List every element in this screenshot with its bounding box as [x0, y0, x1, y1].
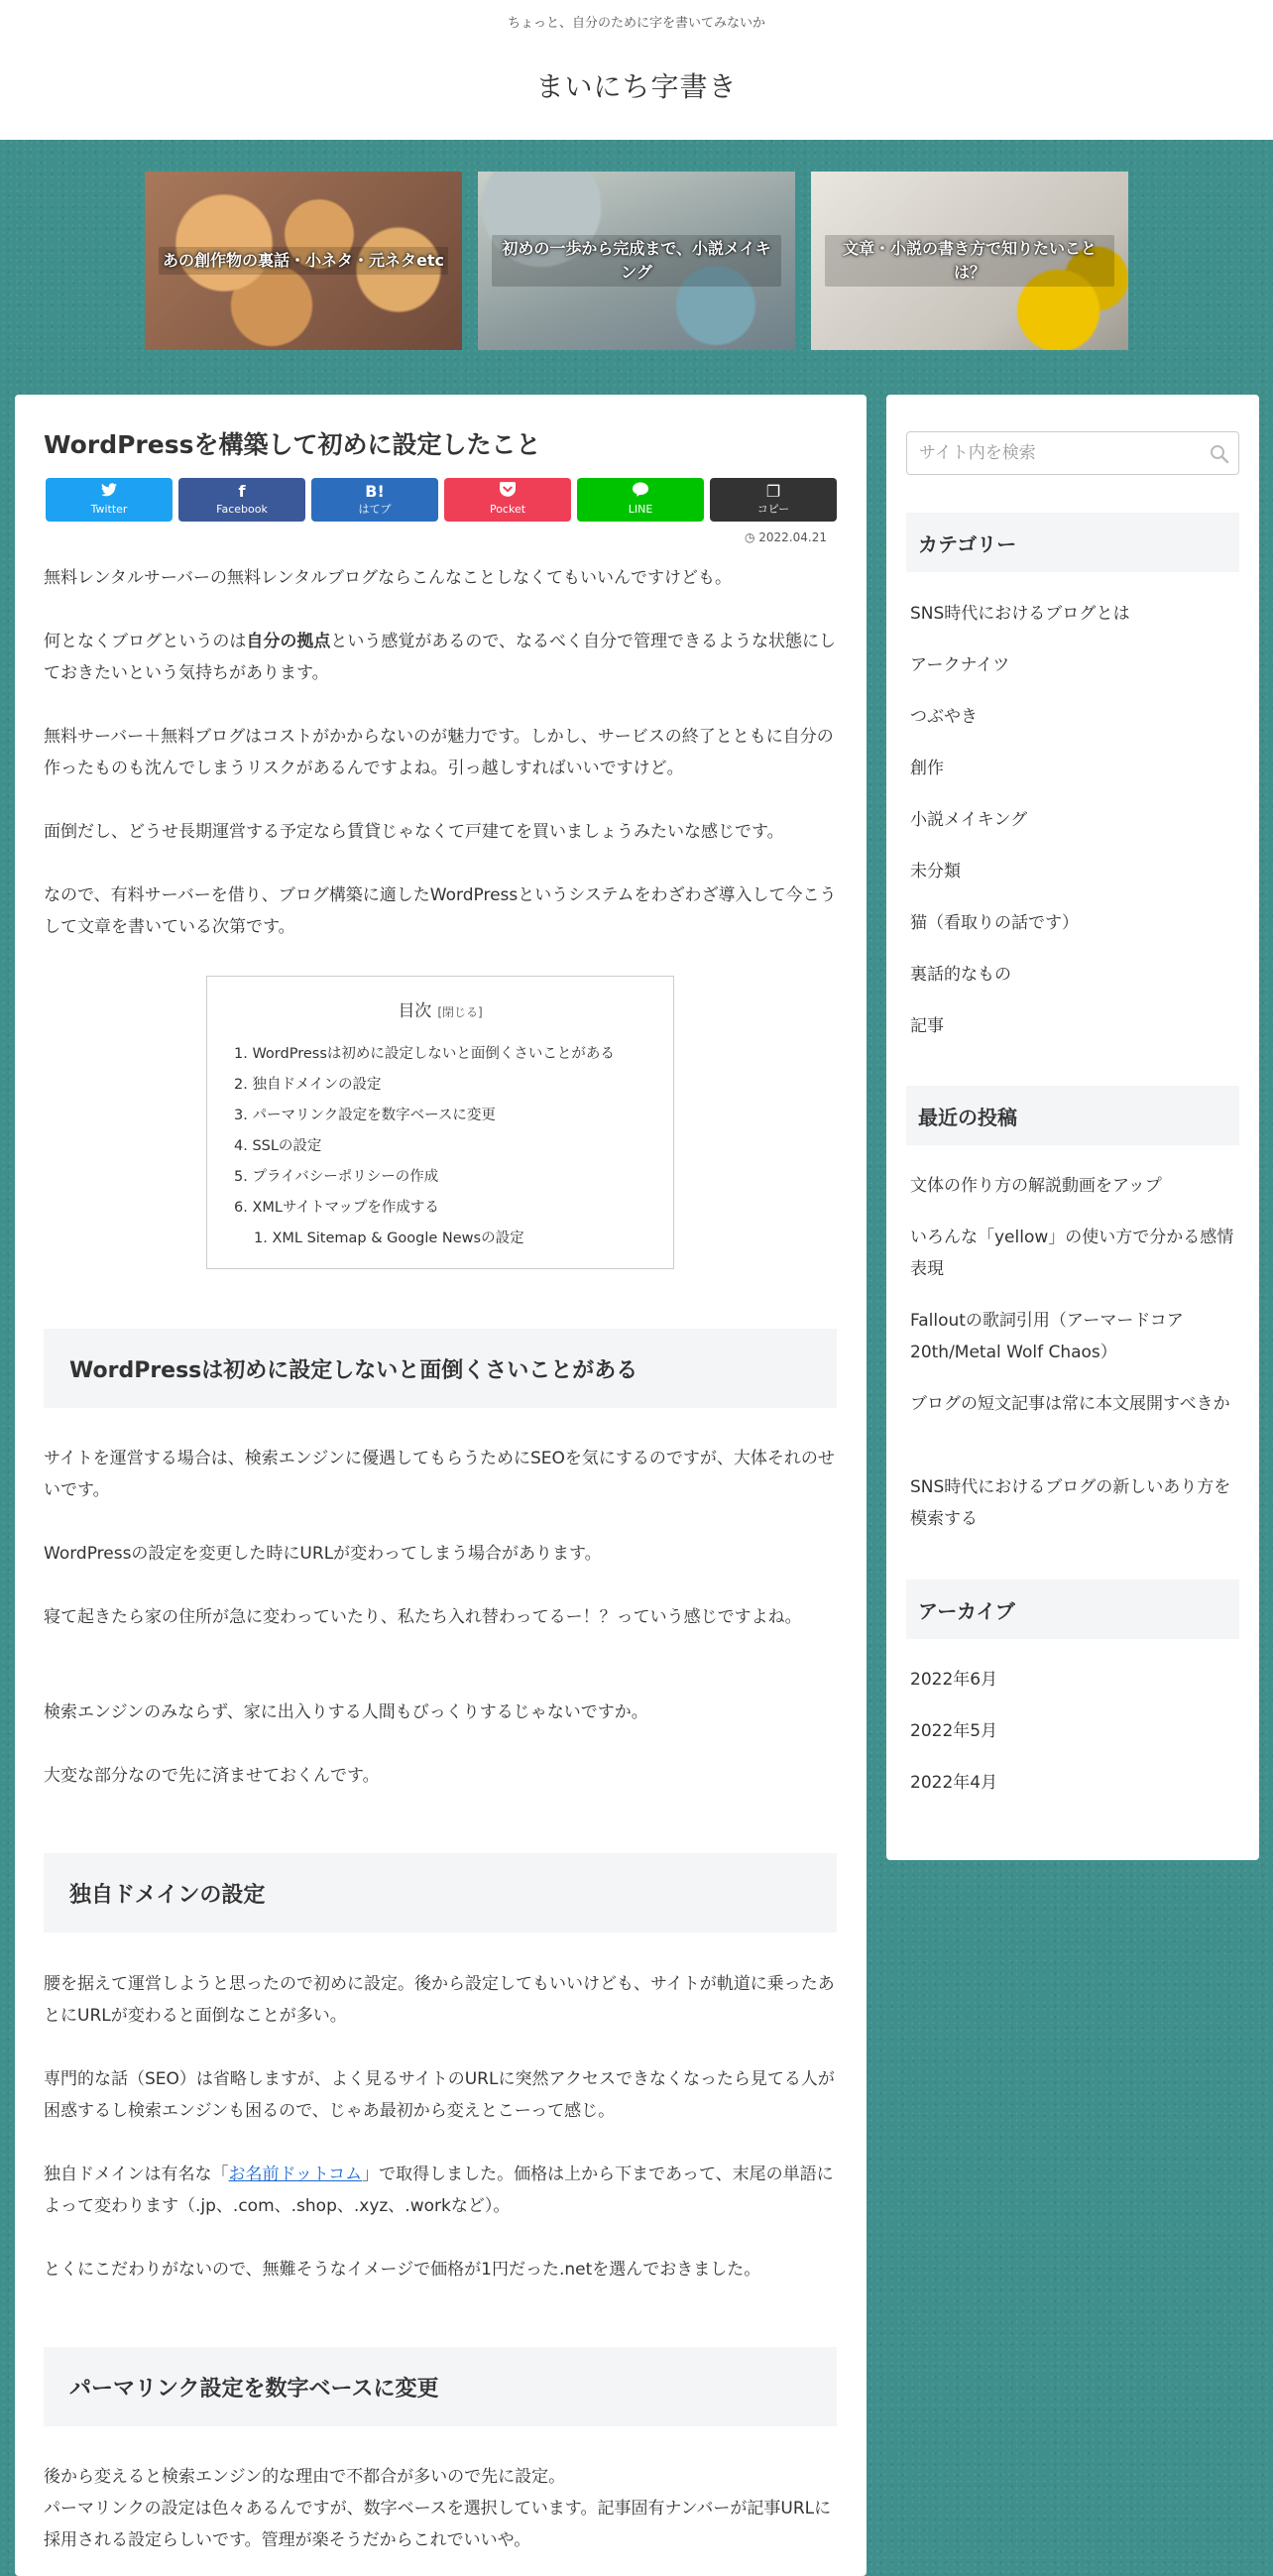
paragraph: なので、有料サーバーを借り、ブログ構築に適したWordPressというシステムをわざわざ導入して今こうして文章を書いている次第です。 — [44, 885, 837, 937]
twitter-icon — [46, 482, 173, 502]
nav-card-label: あの創作物の裏話・小ネタ・元ネタetc — [159, 247, 448, 275]
section-heading: 独自ドメインの設定 — [44, 1853, 837, 1932]
archives-widget-title: アーカイブ — [906, 1580, 1239, 1639]
site-title-link[interactable]: まいにち字書き — [535, 70, 738, 103]
copy-icon: ❐ — [765, 482, 781, 501]
toc-subitem[interactable]: 1. XML Sitemap & Google Newsの設定 — [254, 1230, 524, 1246]
clock-icon: ◷ — [744, 530, 755, 544]
recent-posts-widget-title: 最近の投稿 — [906, 1086, 1239, 1145]
category-link[interactable]: 記事 — [910, 1016, 944, 1036]
category-link[interactable]: つぶやき — [910, 707, 978, 727]
paragraph: 何となくブログというのは自分の拠点という感覚があるので、なるべく自分で管理できるような状態にしておきたいという気持ちがあります。 — [44, 632, 837, 683]
category-link[interactable]: アークナイツ — [910, 655, 1010, 675]
paragraph: 大変な部分なので先に済ませておくんです。 — [44, 1766, 380, 1786]
paragraph: 面倒だし、どうせ長期運営する予定なら賃貸じゃなくて戸建てを買いましょうみたいな感じです。 — [44, 822, 784, 842]
nav-card-howto[interactable] — [811, 172, 1128, 350]
hatena-icon: B! — [365, 482, 385, 501]
site-header — [0, 0, 1273, 140]
section-heading: WordPressは初めに設定しないと面倒くさいことがある — [44, 1329, 837, 1408]
post-title: WordPressを構築して初めに設定したこと — [44, 430, 541, 459]
share-twitter-button[interactable] — [46, 478, 173, 522]
share-label: Twitter — [90, 503, 128, 516]
category-link[interactable]: 猫（看取りの話です） — [910, 913, 1079, 933]
category-link[interactable]: 裏話的なもの — [910, 965, 1011, 985]
category-link[interactable]: SNS時代におけるブログとは — [910, 604, 1130, 624]
archive-link[interactable]: 2022年4月 — [910, 1773, 998, 1793]
recent-post-link[interactable]: いろんな「yellow」の使い方で分かる感情表現 — [910, 1228, 1234, 1279]
category-link[interactable]: 創作 — [910, 759, 944, 778]
categories-widget-title: カテゴリー — [906, 513, 1239, 572]
toc-item[interactable]: 5. プライバシーポリシーの作成 — [234, 1169, 439, 1185]
search-form — [906, 431, 1239, 475]
nav-card-trivia[interactable] — [145, 172, 462, 350]
post-date-value: 2022.04.21 — [758, 530, 827, 544]
archive-link[interactable]: 2022年5月 — [910, 1721, 998, 1741]
toc-item[interactable]: 6. XMLサイトマップを作成する — [234, 1200, 439, 1216]
archive-link[interactable]: 2022年6月 — [910, 1670, 998, 1690]
paragraph: 腰を据えて運営しようと思ったので初めに設定。後から設定してもいいけども、サイトが軌道に乗ったあとにURLが変わると面倒なことが多い。 — [44, 1974, 835, 2026]
toc-item[interactable]: 1. WordPressは初めに設定しないと面倒くさいことがある — [234, 1046, 615, 1062]
share-label: LINE — [628, 503, 653, 516]
search-icon[interactable] — [1209, 443, 1230, 465]
recent-post-link[interactable]: Falloutの歌詞引用（アーマードコア20th/Metal Wolf Chaos） — [910, 1311, 1184, 1362]
search-input[interactable] — [907, 432, 1195, 474]
site-tagline: ちょっと、自分のために字を書いてみないか — [507, 16, 765, 31]
table-of-contents — [206, 976, 674, 1269]
paragraph: 寝て起きたら家の住所が急に変わっていたり、私たち入れ替わってるー！？っていう感じですよね。 — [44, 1607, 802, 1627]
toc-title: 目次 [閉じる] — [398, 1001, 483, 1021]
post-date — [745, 530, 827, 544]
category-link[interactable]: 未分類 — [910, 862, 961, 881]
recent-post-link[interactable]: SNS時代におけるブログの新しいあり方を模索する — [910, 1477, 1231, 1529]
recent-post-link[interactable]: ブログの短文記事は常に本文展開すべきか — [910, 1394, 1230, 1414]
paragraph: 無料サーバー＋無料ブログはコストがかからないのが魅力です。しかし、サービスの終了とともに自分の作ったものも沈んでしまうリスクがあるんですよね。引っ越しすればいいですけど。 — [44, 727, 834, 778]
onamae-link[interactable]: お名前ドットコム — [228, 2165, 363, 2184]
toc-toggle-link[interactable]: [閉じる] — [437, 1005, 483, 1019]
section-heading: パーマリンク設定を数字ベースに変更 — [44, 2347, 837, 2426]
nav-card-label: 文章・小説の書き方で知りたいことは？ — [825, 235, 1114, 287]
facebook-icon: f — [238, 482, 246, 501]
share-buttons — [46, 478, 836, 522]
paragraph: 検索エンジンのみならず、家に出入りする人間もびっくりするじゃないですか。 — [44, 1702, 648, 1722]
share-hatena-button[interactable] — [311, 478, 438, 522]
recent-post-link[interactable]: 文体の作り方の解説動画をアップ — [910, 1176, 1162, 1196]
share-label: Pocket — [489, 503, 526, 516]
nav-card-making[interactable] — [478, 172, 795, 350]
share-facebook-button[interactable] — [178, 478, 305, 522]
category-link[interactable]: 小説メイキング — [910, 810, 1028, 830]
paragraph: パーマリンクの設定は色々あるんですが、数字ベースを選択しています。記事固有ナンバーが記事URLに採用される設定らしいです。管理が楽そうだからこれでいいや。 — [44, 2499, 832, 2550]
sidebar — [886, 395, 1259, 1860]
toc-item[interactable]: 2. 独自ドメインの設定 — [234, 1077, 382, 1093]
pocket-icon — [444, 482, 571, 502]
paragraph: 専門的な話（SEO）は省略しますが、よく見るサイトのURLに突然アクセスできなくなったら見てる人が困惑するし検索エンジンも困るので、じゃあ最初から変えとこーって感じ。 — [44, 2069, 835, 2121]
nav-card-label: 初めの一歩から完成まで、小説メイキング — [492, 235, 781, 287]
share-pocket-button[interactable] — [444, 478, 571, 522]
bold-text: 自分の拠点 — [246, 632, 331, 651]
paragraph: サイトを運営する場合は、検索エンジンに優遇してもらうためにSEOを気にするのですが、大体それのせいです。 — [44, 1449, 835, 1500]
paragraph: 後から変えると検索エンジン的な理由で不都合が多いので先に設定。 — [44, 2467, 566, 2487]
featured-nav-cards — [145, 172, 1128, 350]
main-content — [15, 395, 867, 2576]
toc-item[interactable]: 3. パーマリンク設定を数字ベースに変更 — [234, 1108, 496, 1123]
paragraph: WordPressの設定を変更した時にURLが変わってしまう場合があります。 — [44, 1544, 602, 1564]
share-label: はてブ — [358, 503, 392, 516]
share-label: コピー — [756, 503, 790, 516]
share-copy-button[interactable] — [710, 478, 837, 522]
toc-item[interactable]: 4. SSLの設定 — [234, 1138, 322, 1154]
share-label: Facebook — [216, 503, 268, 516]
line-icon — [577, 482, 704, 502]
paragraph: 無料レンタルサーバーの無料レンタルブログならこんなことしなくてもいいんですけども。 — [44, 568, 732, 588]
paragraph: 独自ドメインは有名な「お名前ドットコム」で取得しました。価格は上から下まであって、末尾の単語によって変わります（.jp、.com、.shop、.xyz、.workなど）。 — [44, 2165, 834, 2216]
share-line-button[interactable] — [577, 478, 704, 522]
paragraph: とくにこだわりがないので、無難そうなイメージで価格が1円だった.netを選んでおきました。 — [44, 2260, 761, 2280]
